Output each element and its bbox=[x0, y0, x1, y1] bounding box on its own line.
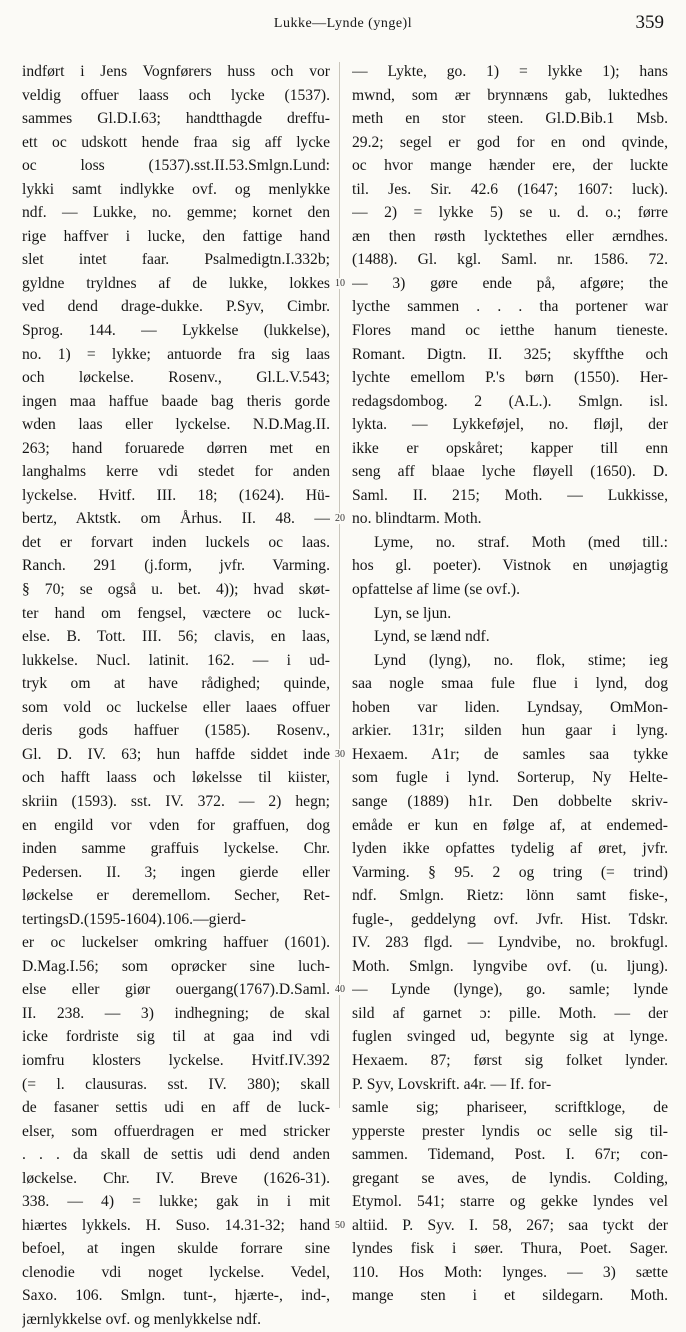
text-line: elser, som offuerdragen er med stricker bbox=[22, 1122, 330, 1140]
text-line: mange sten i et sildegarn. Moth. bbox=[352, 1287, 668, 1305]
page-header bbox=[0, 6, 686, 34]
text-line: indført i Jens Vognførers huss och vor bbox=[22, 63, 330, 80]
text-line: — Lykte, go. 1) = lykke 1); hans bbox=[352, 63, 668, 80]
text-line: deris gods haffuer (1585). Rosenv., bbox=[22, 722, 330, 740]
text-line: Varming. § 95. 2 og tring (= trind) bbox=[352, 863, 668, 881]
text-line: samle sig; phariseer, scriftkloge, de bbox=[352, 1099, 668, 1117]
text-line: ved dend drage-dukke. P.Syv, Cimbr. bbox=[22, 298, 330, 316]
text-line: ter hand om fengsel, væctere oc luck- bbox=[22, 604, 330, 622]
text-line: befoel, at ingen skulde forrare sine bbox=[22, 1240, 330, 1258]
text-line: P. Syv, Lovskrift. a4r. — If. for- bbox=[352, 1075, 552, 1093]
text-line: bertz, Aktstk. om Århus. II. 48. — bbox=[22, 510, 330, 528]
text-line: som vold oc luckelse eller laaes offuer bbox=[22, 698, 330, 716]
text-line: hiærtes lykkels. H. Suso. 14.31-32; hand bbox=[22, 1216, 330, 1234]
text-line: rige haffver i lucke, den fattige hand bbox=[22, 227, 330, 245]
text-line: Lyme, no. straf. Moth (med till.: bbox=[374, 533, 668, 551]
text-line: Lynd, se lænd ndf. bbox=[374, 628, 490, 646]
text-line: Sprog. 144. — Lykkelse (lukkelse), bbox=[22, 322, 330, 340]
text-line: skriin (1593). sst. IV. 372. — 2) hegn; bbox=[22, 792, 330, 810]
text-line: de fasaner settis udi en aff de luck- bbox=[22, 1099, 330, 1117]
text-line: lychte emellom P.'s børn (1550). Her- bbox=[352, 369, 668, 387]
text-line: lykki samt indlykke ovf. og menlykke bbox=[22, 180, 330, 198]
text-line: no. blindtarm. Moth. bbox=[352, 510, 482, 528]
text-line: else eller giør ouergang(1767).D.Saml. bbox=[22, 981, 330, 999]
line-number: 20 bbox=[335, 513, 345, 525]
text-line: och løckelse. Rosenv., Gl.L.V.543; bbox=[22, 369, 330, 387]
text-line: jærnlykkelse ovf. og menlykkelse ndf. bbox=[22, 1310, 262, 1328]
text-line: ingen maa haffue baade bag theris gorde bbox=[22, 392, 330, 410]
text-line: en engild vor vden for graffuen, dog bbox=[22, 816, 330, 834]
text-line: Moth. Smlgn. lyngvibe ovf. (u. ljung). bbox=[352, 957, 668, 975]
text-line: — 2) = lykke 5) se u. d. o.; førre bbox=[352, 204, 668, 222]
text-line: hos gl. poeter). Vistnok en unøjagtig bbox=[352, 557, 668, 575]
text-line: løckelse. Chr. IV. Breve (1626-31). bbox=[22, 1169, 330, 1187]
text-line: gyldne tryldnes af de lukke, lokkes bbox=[22, 274, 330, 292]
text-line: gregant se aves, de lyndis. Colding, bbox=[352, 1169, 668, 1187]
text-line: til. Jes. Sir. 42.6 (1647; 1607: luck). bbox=[352, 180, 668, 198]
text-line: Romant. Digtn. II. 325; skyffthe och bbox=[352, 345, 668, 363]
text-line: ypperste prester lyndis oc selle sig til- bbox=[352, 1122, 668, 1140]
text-line: Ranch. 291 (j.form, jvfr. Varming. bbox=[22, 557, 330, 575]
text-line: Lynd (lyng), no. flok, stime; ieg bbox=[374, 651, 668, 669]
text-line: oc hvor mange hænder ere, der luckte bbox=[352, 157, 668, 175]
line-number: 40 bbox=[335, 984, 345, 996]
text-line: ndf. — Lukke, no. gemme; kornet den bbox=[22, 204, 330, 222]
text-line: fugle-, geddelyng ovf. Jvfr. Hist. Tdskr. bbox=[352, 910, 668, 928]
text-line: veldig offuer laass och lycke (1537). bbox=[22, 86, 330, 104]
text-line: arkier. 131r; silden hun gaar i lyng. bbox=[352, 722, 668, 740]
text-line: lyden ikke opfattes tydelig af øret, jvfr. bbox=[352, 840, 668, 858]
text-line: Lyn, se ljun. bbox=[374, 604, 452, 622]
text-line: — 3) gøre ende på, afgøre; the bbox=[352, 274, 668, 292]
line-number: 10 bbox=[335, 277, 345, 289]
column-divider bbox=[339, 62, 340, 1108]
text-line: (1488). Gl. kgl. Saml. nr. 1586. 72. bbox=[352, 251, 668, 269]
text-line: — Lynde (lynge), go. samle; lynde bbox=[352, 981, 668, 999]
text-line: D.Mag.I.56; som oprøcker sine luch- bbox=[22, 957, 330, 975]
text-line: inden samme graffuis lyckelse. Chr. bbox=[22, 840, 330, 858]
text-line: icke fordriste sig til at gaa ind vdi bbox=[22, 1028, 330, 1046]
text-line: Hexaem. A1r; de samles saa tykke bbox=[352, 745, 668, 763]
text-line: § 70; se også u. bet. 4)); hvad skøt- bbox=[22, 581, 330, 599]
text-line: Hexaem. 87; først sig folket lynder. bbox=[352, 1051, 668, 1069]
line-number: 30 bbox=[335, 748, 345, 760]
text-line: er oc luckelser omkring haffuer (1601). bbox=[22, 934, 330, 952]
text-line: 110. Hos Moth: lynges. — 3) sætte bbox=[352, 1263, 668, 1281]
text-line: . . . da skall de settis udi dend anden bbox=[22, 1146, 330, 1164]
left-column bbox=[22, 60, 330, 1332]
text-line: Etymol. 541; starre og gekke lyndes vel bbox=[352, 1193, 668, 1211]
text-line: tertingsD.(1595-1604).106.—gierd- bbox=[22, 910, 246, 928]
text-line: opfattelse af lime (se ovf.). bbox=[352, 581, 520, 599]
text-line: fuglen svinged ud, begynte sig at lynge. bbox=[352, 1028, 668, 1046]
text-line: det er forvart inden luckels oc laas. bbox=[22, 533, 330, 551]
text-line: saa nogle smaa fule flue i lynd, dog bbox=[352, 675, 668, 693]
text-line: Saml. II. 215; Moth. — Lukkisse, bbox=[352, 486, 668, 504]
text-line: ikke er opskåret; kapper till enn bbox=[352, 439, 668, 457]
running-head: Lukke—Lynde (ynge)l bbox=[273, 16, 413, 31]
text-line: løckelse er deremellom. Secher, Ret- bbox=[22, 887, 330, 905]
line-number: 50 bbox=[335, 1219, 345, 1231]
text-line: langhalms kerre vdi stedet for anden bbox=[22, 463, 330, 481]
text-line: ett oc udskott hende fraa sig aff lycke bbox=[22, 133, 330, 151]
text-line: slet intet faar. Psalmedigtn.I.332b; bbox=[22, 251, 330, 269]
text-line: 263; hand foruarede dørren met en bbox=[22, 439, 330, 457]
text-line: oc loss (1537).sst.II.53.Smlgn.Lund: bbox=[22, 157, 330, 175]
text-line: altiid. P. Syv. I. 58, 267; saa tyckt der bbox=[352, 1216, 668, 1234]
text-line: lyndes fisk i søer. Thura, Poet. Sager. bbox=[352, 1240, 668, 1258]
text-line: 29.2; segel er god for en ond qvinde, bbox=[352, 133, 668, 151]
text-line: (= l. clausuras. sst. IV. 380); skall bbox=[22, 1075, 330, 1093]
text-line: redagsdombog. 2 (A.L.). Smlgn. isl. bbox=[352, 392, 668, 410]
text-line: sammen. Tidemand, Post. I. 67r; con- bbox=[352, 1146, 668, 1164]
text-line: lukkelse. Nucl. latinit. 162. — i ud- bbox=[22, 651, 330, 669]
text-line: Gl. D. IV. 63; hun haffde siddet inde bbox=[22, 745, 330, 763]
text-line: som fugle i lynd. Sorterup, Ny Helte- bbox=[352, 769, 668, 787]
text-line: æn then røsth lycktethes eller ærndhes. bbox=[352, 227, 668, 245]
text-line: sange (1889) h1r. Den dobbelte skriv- bbox=[352, 792, 668, 810]
text-line: lykta. — Lykkeføjel, no. fløjl, der bbox=[352, 416, 668, 434]
text-line: meth en stor steen. Gl.D.Bib.1 Msb. bbox=[352, 110, 668, 128]
text-line: Pedersen. II. 3; ingen gierde eller bbox=[22, 863, 330, 881]
text-line: seng aff blaae lyche fløyell (1650). D. bbox=[352, 463, 668, 481]
text-line: emåde er kun en følge af, at endemed- bbox=[352, 816, 668, 834]
text-line: lyckelse. Hvitf. III. 18; (1624). Hü- bbox=[22, 486, 330, 504]
text-line: ndf. Smlgn. Rietz: lönn samt fiske-, bbox=[352, 887, 668, 905]
text-line: mwnd, som ær brynnæns gab, luktedhes bbox=[352, 86, 668, 104]
text-line: IV. 283 flgd. — Lyndvibe, no. brokfugl. bbox=[352, 934, 668, 952]
text-line: lycthe sammen . . . tha portener war bbox=[352, 298, 668, 316]
text-line: wden laas eller lyckelse. N.D.Mag.II. bbox=[22, 416, 330, 434]
text-line: Flores mand oc ietthe hanum tieneste. bbox=[352, 322, 668, 340]
text-line: och hafft laass och løkelsse til kiister, bbox=[22, 769, 330, 787]
text-line: clenodie vdi noget lyckelse. Vedel, bbox=[22, 1263, 330, 1281]
page-number: 359 bbox=[635, 12, 664, 33]
text-line: sild af garnet ɔ: pille. Moth. — der bbox=[352, 1004, 668, 1022]
text-line: II. 238. — 3) indhegning; de skal bbox=[22, 1004, 330, 1022]
text-line: sammes Gl.D.I.63; handtthagde dreffu- bbox=[22, 110, 330, 128]
text-line: no. 1) = lykke; antuorde fra sig laas bbox=[22, 345, 330, 363]
text-line: iomfru klosters lyckelse. Hvitf.IV.392 bbox=[22, 1051, 330, 1069]
text-line: else. B. Tott. III. 56; clavis, en laas, bbox=[22, 628, 330, 646]
right-column bbox=[352, 60, 668, 1308]
text-line: 338. — 4) = lukke; gak in i mit bbox=[22, 1193, 330, 1211]
text-line: Saxo. 106. Smlgn. tunt-, hjærte-, ind-, bbox=[22, 1287, 330, 1305]
text-line: tryk om at have rådighed; quinde, bbox=[22, 675, 330, 693]
text-line: hoben var liden. Lyndsay, OmMon- bbox=[352, 698, 668, 716]
